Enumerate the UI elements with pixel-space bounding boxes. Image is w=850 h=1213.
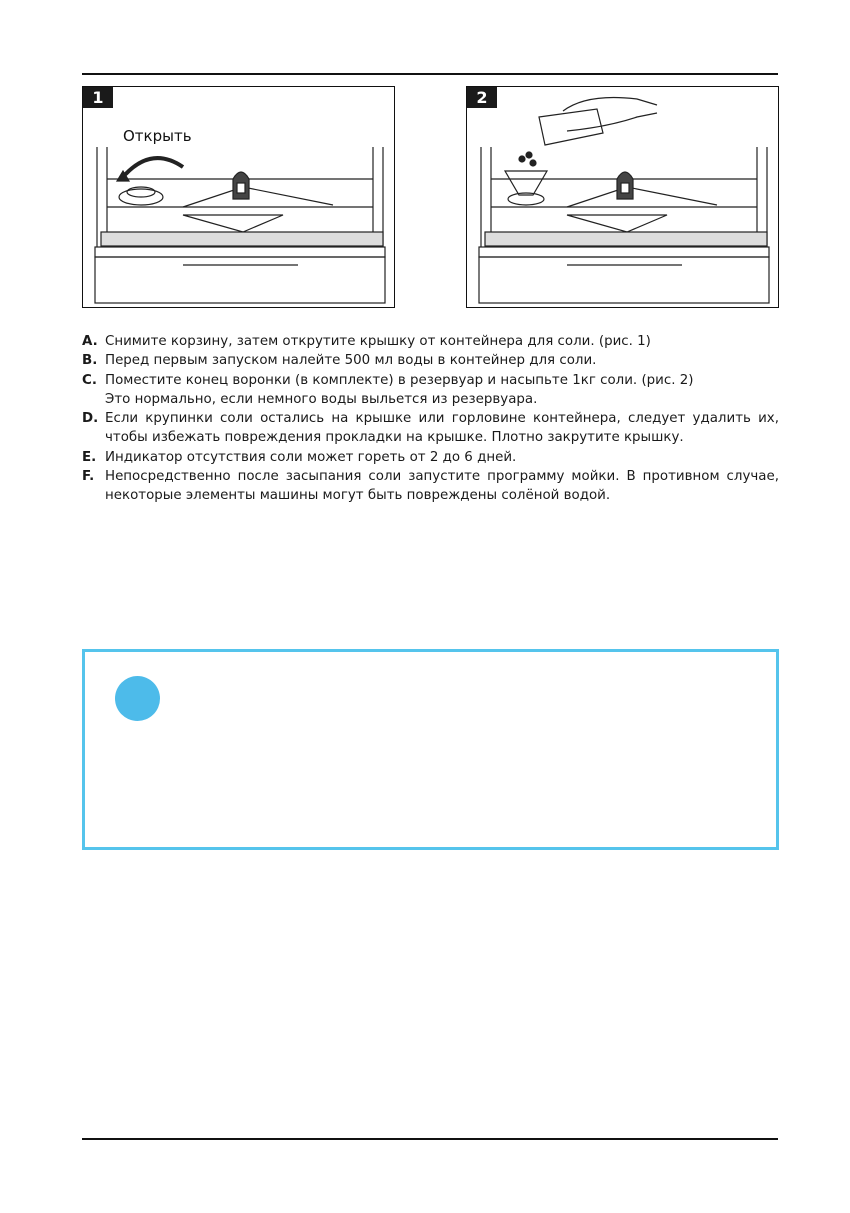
header-rule bbox=[82, 73, 778, 75]
step-text: Индикатор отсутствия соли может гореть от 2 до 6 дней. bbox=[105, 449, 517, 465]
figure-number-badge: 2 bbox=[467, 87, 497, 108]
footer-rule bbox=[82, 1138, 778, 1140]
step-letter: F. bbox=[82, 469, 95, 485]
instruction-list bbox=[82, 332, 779, 506]
open-label: Открыть bbox=[123, 127, 192, 145]
step-text: Снимите корзину, затем открутите крышку от контейнера для соли. (рис. 1) bbox=[105, 334, 651, 349]
figure-2 bbox=[466, 86, 779, 308]
step-text: Непосредственно после засыпания соли запустите программу мойки. В противном случае, некоторые элементы машины могут быть повреждены солёной водой. bbox=[105, 469, 779, 504]
step-letter: E. bbox=[82, 449, 97, 465]
list-item bbox=[82, 467, 779, 506]
step-text: Если крупинки соли остались на крышке или горловине контейнера, следует удалить их, чтобы избежать повреждения прокладки на крышке. Плотно закрутите крышку. bbox=[105, 411, 779, 446]
step-letter: C. bbox=[82, 372, 97, 388]
step-text: Поместите конец воронки (в комплекте) в резервуар и насыпьте 1кг соли. (рис. 2) bbox=[105, 372, 694, 388]
list-item bbox=[82, 332, 779, 351]
step-letter: A. bbox=[82, 334, 98, 349]
dishwasher-add-salt-illustration bbox=[467, 87, 780, 309]
step-letter: B. bbox=[82, 353, 98, 369]
info-box bbox=[82, 649, 779, 850]
dishwasher-open-cap-illustration bbox=[83, 87, 396, 309]
step-text: Перед первым запуском налейте 500 мл воды в контейнер для соли. bbox=[105, 353, 597, 369]
info-circle-icon bbox=[115, 676, 160, 721]
list-item bbox=[82, 351, 779, 370]
step-letter: D. bbox=[82, 411, 99, 427]
step-note: Это нормально, если немного воды выльется из резервуара. bbox=[105, 391, 538, 407]
list-item bbox=[82, 409, 779, 448]
list-item bbox=[82, 448, 779, 467]
figure-number-badge: 1 bbox=[83, 87, 113, 108]
list-item bbox=[82, 371, 779, 390]
figure-1 bbox=[82, 86, 395, 308]
